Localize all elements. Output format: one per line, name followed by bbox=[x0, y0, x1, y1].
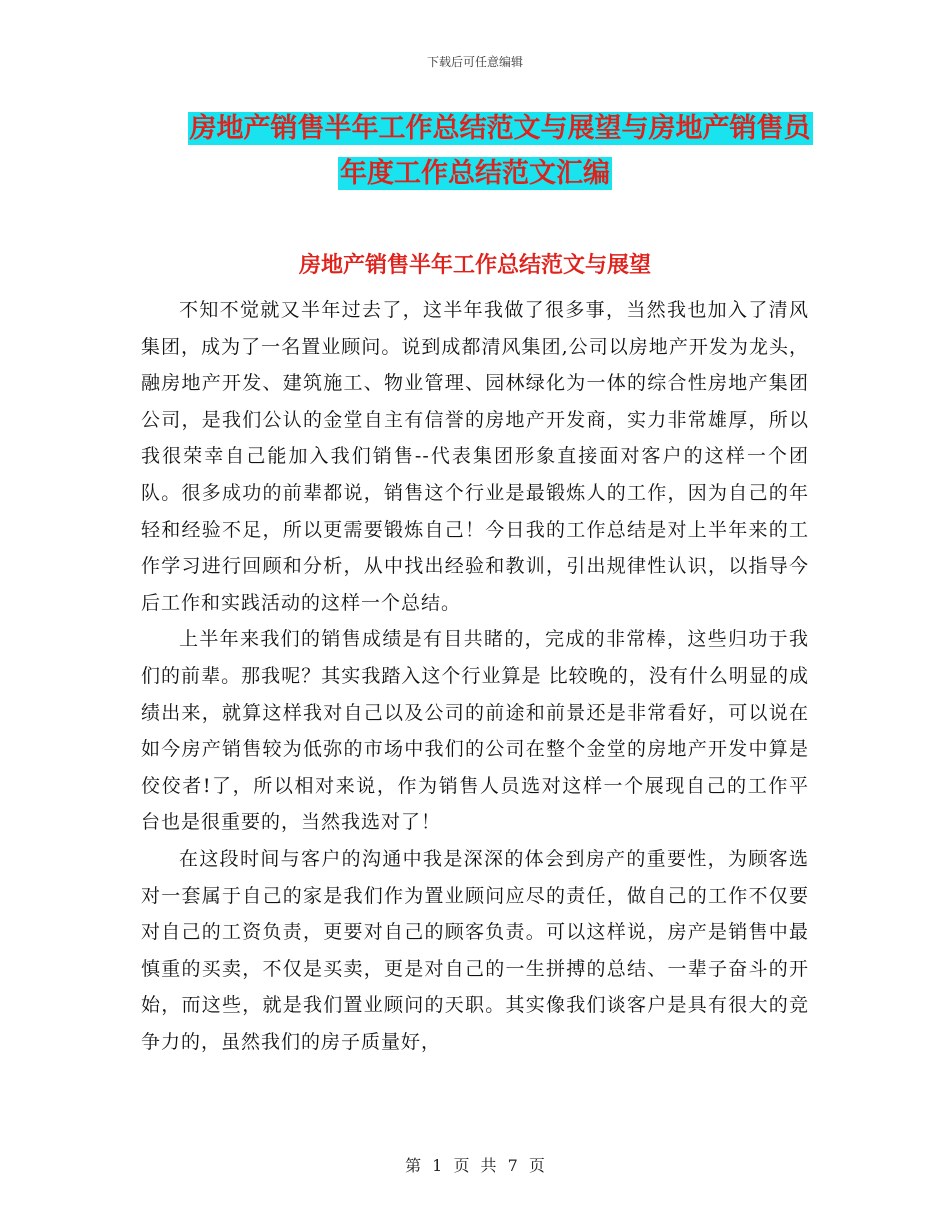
page-number: 第 1 页 共 7 页 bbox=[405, 1156, 545, 1175]
paragraph: 在这段时间与客户的沟通中我是深深的体会到房产的重要性，为顾客选对一套属于自己的家是我们作为置业顾问应尽的责任，做自己的工作不仅要对自己的工资负责，更要对自己的顾客负责。可以这样说，房产是销售中最慎重的买卖，不仅是买卖，更是对自己的一生拼搏的总结、一辈子奋斗的开始，而这些，就是我们置业顾问的天职。其实像我们谈客户是具有很大的竞争力的，虽然我们的房子质量好， bbox=[141, 847, 809, 1053]
paragraph: 上半年来我们的销售成绩是有目共睹的，完成的非常棒，这些归功于我们的前辈。那我呢？其实我踏入这个行业算是 比较晚的，没有什么明显的成绩出来，就算这样我对自己以及公司的前途和前景还是非常看好，可以说在如今房产销售较为低弥的市场中我们的公司在整个金堂的房地产开发中算是佼佼者!了，所以相对来说，作为销售人员选对这样一个展现自己的工作平台也是很重要的，当然我选对了！ bbox=[141, 628, 809, 834]
document-title-line-1 bbox=[25, 111, 950, 147]
document-title-text-1: 房地产销售半年工作总结范文与展望与房地产销售员 bbox=[189, 113, 811, 144]
body-text bbox=[141, 292, 809, 1060]
paragraph: 不知不觉就又半年过去了，这半年我做了很多事，当然我也加入了清风集团，成为了一名置业顾问。说到成都清风集团,公司以房地产开发为龙头，融房地产开发、建筑施工、物业管理、园林绿化为一体的综合性房地产集团公司，是我们公认的金堂自主有信誉的房地产开发商，实力非常雄厚，所以我很荣幸自己能加入我们销售--代表集团形象直接面对客户的这样一个团队。很多成功的前辈都说，销售这个行业是最锻炼人的工作，因为自己的年轻和经验不足，所以更需要锻炼自己！今日我的工作总结是对上半年来的工作学习进行回顾和分析，从中找出经验和教训，引出规律性认识，以指导今后工作和实践活动的这样一个总结。 bbox=[141, 299, 809, 614]
document-title-text-2: 年度工作总结范文汇编 bbox=[340, 158, 610, 189]
document-title-line-2 bbox=[0, 156, 950, 192]
section-title: 房地产销售半年工作总结范文与展望 bbox=[298, 253, 651, 278]
header-note: 下载后可任意编辑 bbox=[426, 55, 523, 69]
